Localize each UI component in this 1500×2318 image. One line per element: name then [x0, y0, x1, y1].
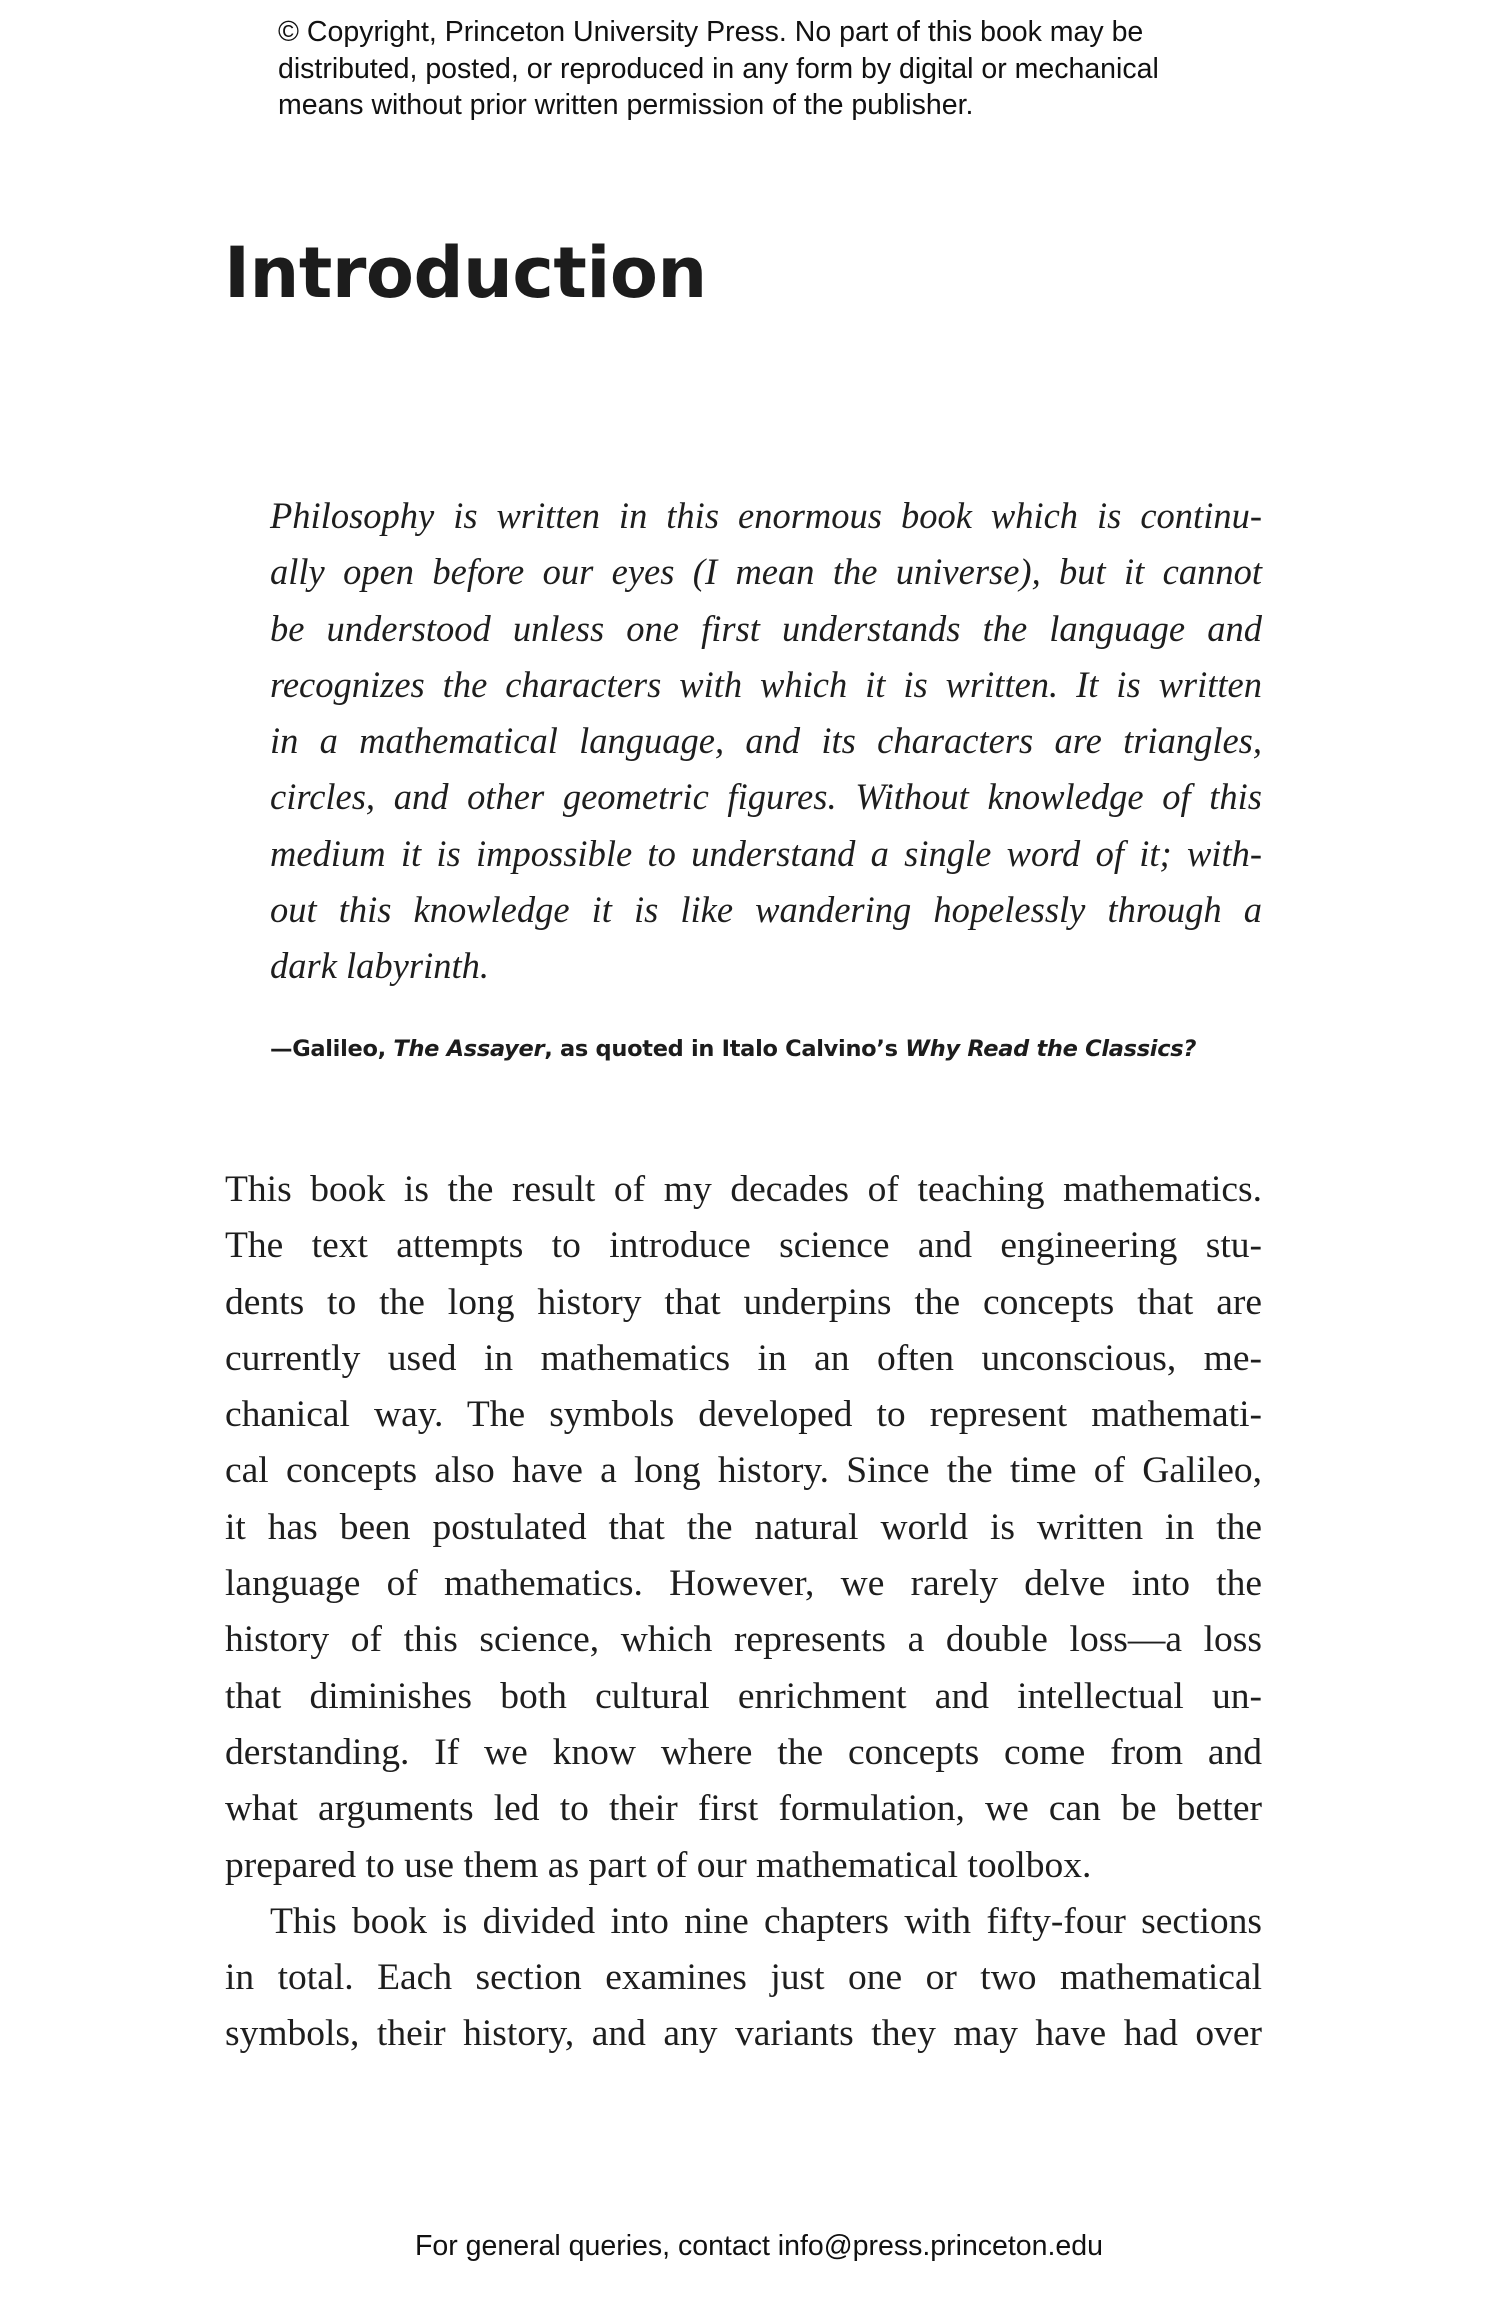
body-line: symbols, their history, and any variants they may have had over — [225, 2013, 1262, 2055]
epigraph-line: circles, and other geometric figures. Without knowledge of this — [270, 776, 1262, 818]
body-line: chanical way. The symbols developed to represent mathemati- — [225, 1394, 1262, 1436]
epigraph-attribution — [270, 1036, 1270, 1062]
body-line: This book is the result of my decades of teaching mathematics. — [225, 1169, 1262, 1210]
attribution-source-title: Why Read the Classics? — [905, 1036, 1197, 1062]
body-line: dents to the long history that underpins the concepts that are — [225, 1281, 1262, 1323]
epigraph-line: medium it is impossible to understand a single word of it; with- — [270, 832, 1262, 874]
body-line: it has been postulated that the natural world is written in the — [225, 1506, 1262, 1548]
body-line: history of this science, which represents a double loss—a loss — [225, 1619, 1262, 1661]
epigraph-quote — [270, 488, 1262, 995]
epigraph-line: Philosophy is written in this enormous book which is continu- — [270, 495, 1262, 536]
body-text — [225, 1162, 1262, 2063]
attribution-work-title: The Assayer — [393, 1036, 545, 1062]
copyright-line: distributed, posted, or reproduced in any form by digital or mechanical — [278, 52, 1159, 85]
body-line: what arguments led to their first formulation, we can be better — [225, 1788, 1262, 1830]
body-line: derstanding. If we know where the concepts come from and — [225, 1731, 1262, 1773]
epigraph-line: ally open before our eyes (I mean the universe), but it cannot — [270, 551, 1262, 593]
body-line: language of mathematics. However, we rarely delve into the — [225, 1563, 1262, 1605]
attribution-middle: , as quoted in Italo Calvino’s — [544, 1036, 906, 1062]
epigraph-line: be understood unless one first understands the language and — [270, 607, 1262, 649]
footer-contact: For general queries, contact info@press.princeton.edu — [415, 2230, 1103, 2262]
paragraph — [225, 1162, 1262, 1894]
epigraph-line: recognizes the characters with which it is written. It is written — [270, 663, 1262, 705]
epigraph-line: out this knowledge it is like wandering hopelessly through a — [270, 889, 1262, 931]
paragraph — [225, 1894, 1262, 2063]
body-line: This book is divided into nine chapters with fifty-four sections — [270, 1900, 1262, 1942]
copyright-line: means without prior written permission of the publisher. — [278, 89, 974, 121]
body-line: prepared to use them as part of our mathematical toolbox. — [225, 1844, 1092, 1886]
copyright-notice — [278, 14, 1278, 124]
body-line: that diminishes both cultural enrichment and intellectual un- — [225, 1675, 1262, 1717]
chapter-title: Introduction — [224, 232, 707, 314]
body-line: The text attempts to introduce science and engineering stu- — [225, 1225, 1262, 1267]
epigraph-line: dark labyrinth. — [270, 945, 489, 987]
body-line: in total. Each section examines just one or two mathematical — [225, 1957, 1262, 1999]
body-line: cal concepts also have a long history. Since the time of Galileo, — [225, 1450, 1262, 1492]
copyright-line: © Copyright, Princeton University Press. No part of this book may be — [278, 16, 1144, 48]
attribution-prefix: —Galileo, — [270, 1036, 394, 1062]
epigraph-line: in a mathematical language, and its characters are triangles, — [270, 720, 1262, 762]
body-line: currently used in mathematics in an often unconscious, me- — [225, 1337, 1262, 1379]
